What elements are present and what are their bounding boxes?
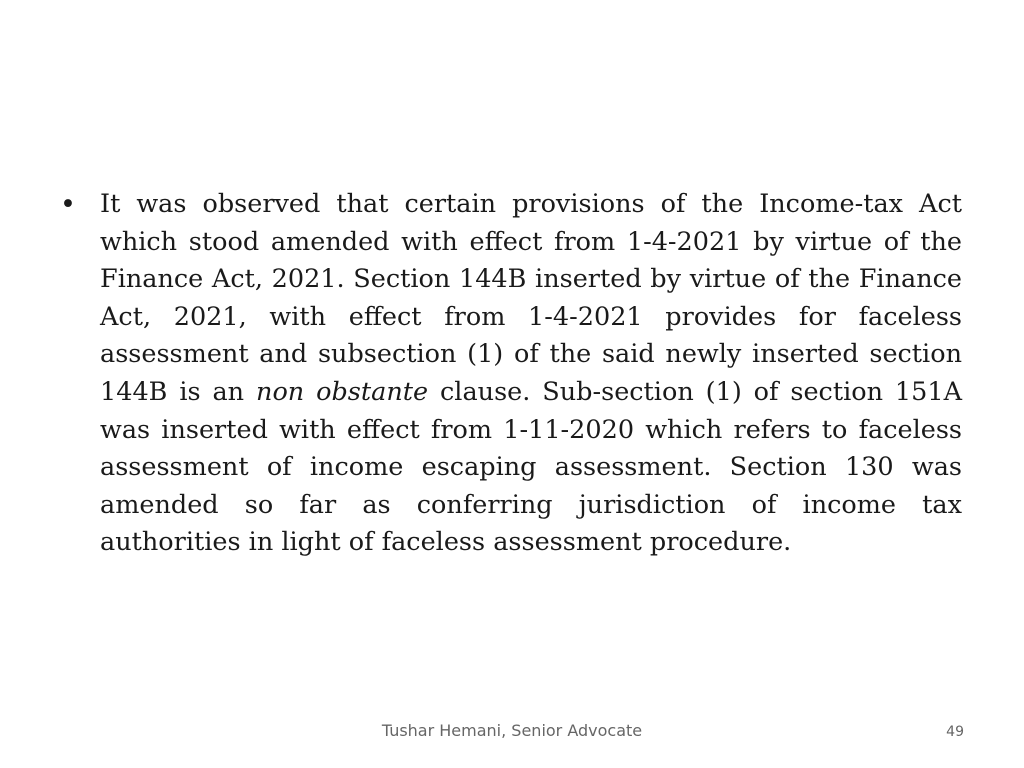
bullet-text <box>100 186 962 562</box>
bullet-text-segment: It was observed that certain provisions of the Income-tax Act which stood amended with effect from 1-4-2021 by virtue of the Finance Act, 2021. Section 144B inserted by virtue of the Finance Act, 2021, with effect from 1-4-2021 provides for faceless assessment and subsection (1) of the said newly inserted section 144B is an <box>100 189 962 407</box>
bullet-text-segment: clause. Sub-section (1) of section 151A was inserted with effect from 1-11-2020 which refers to faceless assessment of income escaping assessment. Section 130 was amended so far as conferring jurisdiction of income tax authorities in light of faceless assessment procedure. <box>100 376 963 558</box>
page-number: 49 <box>946 724 964 740</box>
footer-text: Tushar Hemani, Senior Advocate <box>381 721 643 740</box>
bullet-text-segment-italic: non obstante <box>256 376 429 407</box>
bullet-icon: • <box>60 189 76 220</box>
slide-body <box>60 186 962 562</box>
bullet-item <box>60 186 962 562</box>
